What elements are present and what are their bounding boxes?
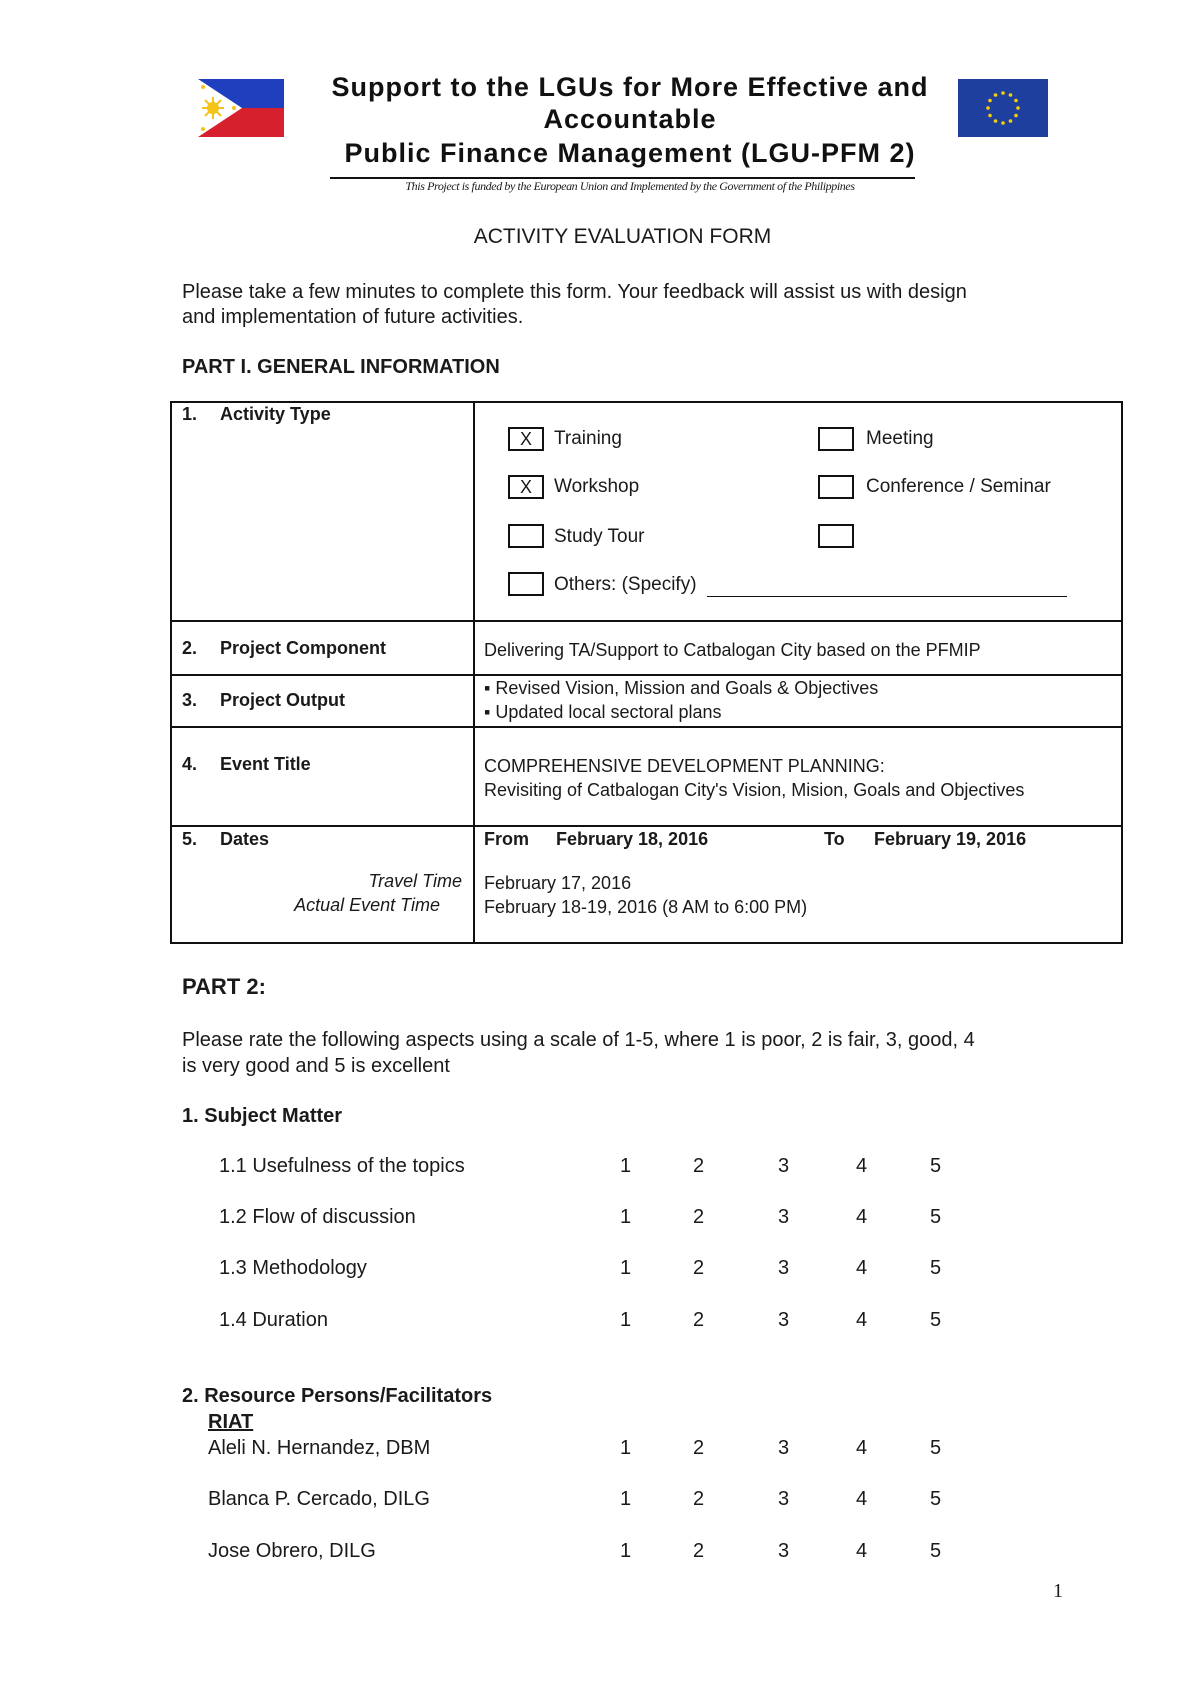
row-label: Event Title (220, 754, 311, 774)
rating-row (0, 1437, 1200, 1467)
rating-item-label: 1.4 Duration (219, 1309, 328, 1331)
rating-option-4[interactable]: 4 (856, 1309, 868, 1331)
table-row-divider (170, 825, 1123, 827)
rating-option-5[interactable]: 5 (930, 1257, 942, 1279)
rating-option-4[interactable]: 4 (856, 1488, 868, 1510)
rating-option-2[interactable]: 2 (693, 1257, 705, 1279)
training-checkbox[interactable]: X (508, 427, 544, 451)
event-title-label (182, 754, 311, 775)
rating-option-4[interactable]: 4 (856, 1155, 868, 1177)
others-specify-line[interactable] (707, 596, 1067, 597)
intro-text-line-1: Please take a few minutes to complete this form. Your feedback will assist us with design (182, 281, 967, 303)
event-title-value-line-2: Revisiting of Catbalogan City's Vision, Mision, Goals and Objectives (484, 780, 1025, 800)
rating-option-5[interactable]: 5 (930, 1309, 942, 1331)
form-title: ACTIVITY EVALUATION FORM (473, 225, 772, 248)
rating-row (0, 1206, 1200, 1236)
rating-option-1[interactable]: 1 (620, 1257, 632, 1279)
rating-option-5[interactable]: 5 (930, 1540, 942, 1562)
row-number: 1. (182, 404, 198, 424)
row-label: Project Output (220, 690, 345, 710)
rating-option-3[interactable]: 3 (778, 1488, 790, 1510)
to-date-value: February 19, 2016 (874, 829, 1027, 849)
subject-matter-heading: 1. Subject Matter (182, 1105, 343, 1127)
rating-option-1[interactable]: 1 (620, 1155, 632, 1177)
table-row-divider (170, 726, 1123, 728)
meeting-label: Meeting (866, 428, 934, 449)
project-output-item: ▪ Revised Vision, Mission and Goals & Objectives (484, 678, 879, 698)
project-title-line-2: Accountable (543, 104, 717, 134)
intro-text-line-2: and implementation of future activities. (182, 306, 524, 328)
rating-option-1[interactable]: 1 (620, 1437, 632, 1459)
rating-option-3[interactable]: 3 (778, 1155, 790, 1177)
rating-row (0, 1540, 1200, 1570)
row-number: 3. (182, 690, 198, 710)
project-component-label (182, 638, 386, 659)
rating-item-label: 1.3 Methodology (219, 1257, 367, 1279)
rating-option-4[interactable]: 4 (856, 1540, 868, 1562)
rating-option-3[interactable]: 3 (778, 1309, 790, 1331)
rating-option-1[interactable]: 1 (620, 1206, 632, 1228)
unlabeled-checkbox[interactable] (818, 524, 854, 548)
row-number: 2. (182, 638, 198, 658)
rating-instructions-line-1: Please rate the following aspects using a scale of 1-5, where 1 is poor, 2 is fair, 3, good, 4 (182, 1029, 975, 1051)
activity-type-label (182, 404, 331, 425)
to-label: To (824, 829, 845, 849)
rating-row (0, 1155, 1200, 1185)
from-label: From (484, 829, 529, 849)
row-number: 4. (182, 754, 198, 774)
rating-option-2[interactable]: 2 (693, 1437, 705, 1459)
dates-label (182, 829, 269, 850)
rating-option-1[interactable]: 1 (620, 1309, 632, 1331)
rating-option-1[interactable]: 1 (620, 1540, 632, 1562)
resource-person-name: Blanca P. Cercado, DILG (208, 1488, 430, 1510)
study-tour-label: Study Tour (554, 526, 645, 547)
rating-instructions-line-2: is very good and 5 is excellent (182, 1055, 450, 1077)
project-title-line-3: Public Finance Management (LGU-PFM 2) (344, 138, 916, 168)
rating-option-2[interactable]: 2 (693, 1309, 705, 1331)
rating-option-4[interactable]: 4 (856, 1437, 868, 1459)
rating-option-1[interactable]: 1 (620, 1488, 632, 1510)
resource-persons-heading: 2. Resource Persons/Facilitators (182, 1385, 493, 1407)
conference-seminar-checkbox[interactable] (818, 475, 854, 499)
workshop-label: Workshop (554, 476, 640, 497)
rating-option-2[interactable]: 2 (693, 1488, 705, 1510)
rating-item-label: 1.2 Flow of discussion (219, 1206, 416, 1228)
travel-time-label: Travel Time (368, 871, 462, 891)
rating-option-5[interactable]: 5 (930, 1437, 942, 1459)
part2-heading: PART 2: (182, 974, 266, 999)
rating-row (0, 1309, 1200, 1339)
riat-group-label: RIAT (208, 1411, 254, 1433)
rating-option-5[interactable]: 5 (930, 1206, 942, 1228)
resource-person-name: Jose Obrero, DILG (208, 1540, 376, 1562)
rating-option-2[interactable]: 2 (693, 1206, 705, 1228)
rating-option-4[interactable]: 4 (856, 1257, 868, 1279)
workshop-checkbox[interactable]: X (508, 475, 544, 499)
meeting-checkbox[interactable] (818, 427, 854, 451)
actual-event-time-label: Actual Event Time (294, 895, 440, 915)
study-tour-checkbox[interactable] (508, 524, 544, 548)
from-date-value: February 18, 2016 (556, 829, 709, 849)
travel-time-value: February 17, 2016 (484, 873, 632, 893)
rating-option-3[interactable]: 3 (778, 1437, 790, 1459)
rating-option-3[interactable]: 3 (778, 1206, 790, 1228)
resource-person-name: Aleli N. Hernandez, DBM (208, 1437, 431, 1459)
rating-item-label: 1.1 Usefulness of the topics (219, 1155, 465, 1177)
conference-seminar-label: Conference / Seminar (866, 476, 1051, 497)
row-label: Activity Type (220, 404, 331, 424)
project-title-line-1: Support to the LGUs for More Effective and (331, 72, 929, 102)
project-output-label (182, 690, 345, 711)
row-number: 5. (182, 829, 198, 849)
actual-event-time-value: February 18-19, 2016 (8 AM to 6:00 PM) (484, 897, 808, 917)
rating-option-5[interactable]: 5 (930, 1488, 942, 1510)
row-label: Dates (220, 829, 270, 849)
training-label: Training (554, 428, 622, 449)
rating-option-4[interactable]: 4 (856, 1206, 868, 1228)
part1-heading: PART I. GENERAL INFORMATION (182, 356, 500, 378)
funding-statement: This Project is funded by the European Union and Implemented by the Government of the Philippines (405, 179, 855, 193)
rating-option-2[interactable]: 2 (693, 1540, 705, 1562)
rating-row (0, 1488, 1200, 1518)
project-output-item: ▪ Updated local sectoral plans (484, 702, 722, 722)
page-number: 1 (1053, 1580, 1063, 1602)
rating-option-3[interactable]: 3 (778, 1540, 790, 1562)
rating-option-5[interactable]: 5 (930, 1155, 942, 1177)
others-checkbox[interactable] (508, 572, 544, 596)
rating-row (0, 1257, 1200, 1287)
table-column-divider (473, 401, 475, 944)
row-label: Project Component (220, 638, 387, 658)
project-component-value: Delivering TA/Support to Catbalogan City based on the PFMIP (484, 640, 981, 660)
rating-option-3[interactable]: 3 (778, 1257, 790, 1279)
table-row-divider (170, 620, 1123, 622)
event-title-value-line-1: COMPREHENSIVE DEVELOPMENT PLANNING: (484, 756, 885, 776)
rating-option-2[interactable]: 2 (693, 1155, 705, 1177)
others-label: Others: (Specify) (554, 574, 697, 595)
